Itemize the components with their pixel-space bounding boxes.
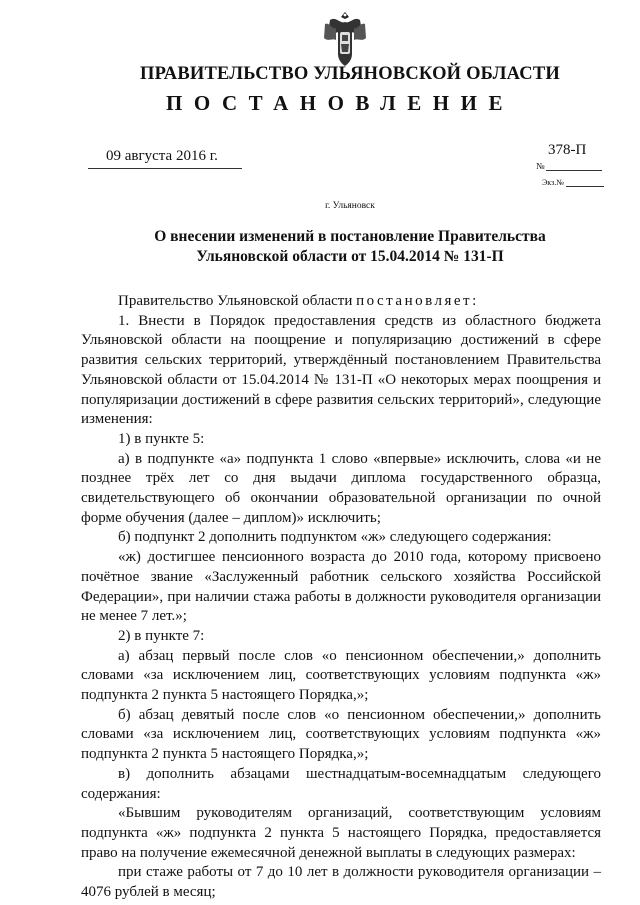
coat-of-arms-icon: [322, 10, 368, 68]
document-subject: [0, 227, 640, 267]
number-underline: [546, 170, 602, 171]
government-title: ПРАВИТЕЛЬСТВО УЛЬЯНОВСКОЙ ОБЛАСТИ: [140, 64, 560, 84]
intro-paragraph: [81, 292, 601, 312]
document-date: 09 августа 2016 г.: [106, 148, 218, 164]
copy-number-label: Экз.№: [542, 178, 564, 187]
paragraph: в) дополнить абзацами шестнадцатым-восемнадцатым следующего содержания:: [81, 765, 601, 802]
number-sign: №: [536, 161, 545, 171]
paragraph: а) абзац первый после слов «о пенсионном обеспечении,» дополнить словами «за исключением лиц, соответствующих условиям подпункта «ж» подпункта 2 пункта 5 настоящего Порядка,»;: [81, 647, 601, 704]
copy-number-underline: [566, 186, 604, 187]
document-type: ПОСТАНОВЛЕНИЕ: [166, 91, 514, 115]
intro-lead: Правительство Ульяновской области: [118, 293, 357, 309]
paragraph: «ж) достигшее пенсионного возраста до 2010 года, которому присвоено почётное звание «Заслуженный работник сельского хозяйства Российской Федерации», при наличии стажа работы в должности руководителя организации не менее 7 лет.»;: [81, 549, 601, 625]
paragraph: а) в подпункте «а» подпункта 1 слово «впервые» исключить, слова «и не позднее трёх лет со дня выдачи диплома государственного образца, свидетельствующего об окончании образовательной организации по очной форме обучения (далее – диплом)» исключить;: [81, 450, 601, 526]
paragraph: «Бывшим руководителям организаций, соответствующим условиям подпункта «ж» подпункта 2 пункта 5 настоящего Порядка, предоставляется право на получение ежемесячной денежной выплаты в следующих размерах:: [81, 805, 601, 861]
document-number: 378-П: [548, 142, 587, 158]
paragraph: 2) в пункте 7:: [118, 627, 205, 644]
subject-line-1: О внесении изменений в постановление Правительства: [154, 228, 546, 245]
subject-line-2: Ульяновской области от 15.04.2014 № 131-П: [196, 248, 504, 265]
intro-decree-word: постановляет:: [356, 293, 479, 309]
paragraph: при стаже работы от 7 до 10 лет в должности руководителя организации – 4076 рублей в месяц;: [81, 864, 601, 901]
paragraph: 1) в пункте 5:: [118, 430, 205, 447]
document-body: [81, 292, 601, 903]
date-underline: [88, 168, 242, 169]
paragraph: 1. Внести в Порядок предоставления средств из областного бюджета Ульяновской области на поощрение и популяризацию достижений в сфере развития сельских территорий, утверждённый постановлением Правительства Ульяновской области от 15.04.2014 № 131-П «О некоторых мерах поощрения и популяризации достижений в сфере развития сельских территорий», следующие изменения:: [81, 312, 601, 428]
paragraph: б) подпункт 2 дополнить подпунктом «ж» следующего содержания:: [118, 529, 552, 546]
paragraph: б) абзац девятый после слов «о пенсионном обеспечении,» дополнить словами «за исключением лиц, соответствующих условиям подпункта «ж» подпункта 2 пункта 5 настоящего Порядка,»;: [81, 706, 601, 763]
city: г. Ульяновск: [325, 201, 375, 211]
